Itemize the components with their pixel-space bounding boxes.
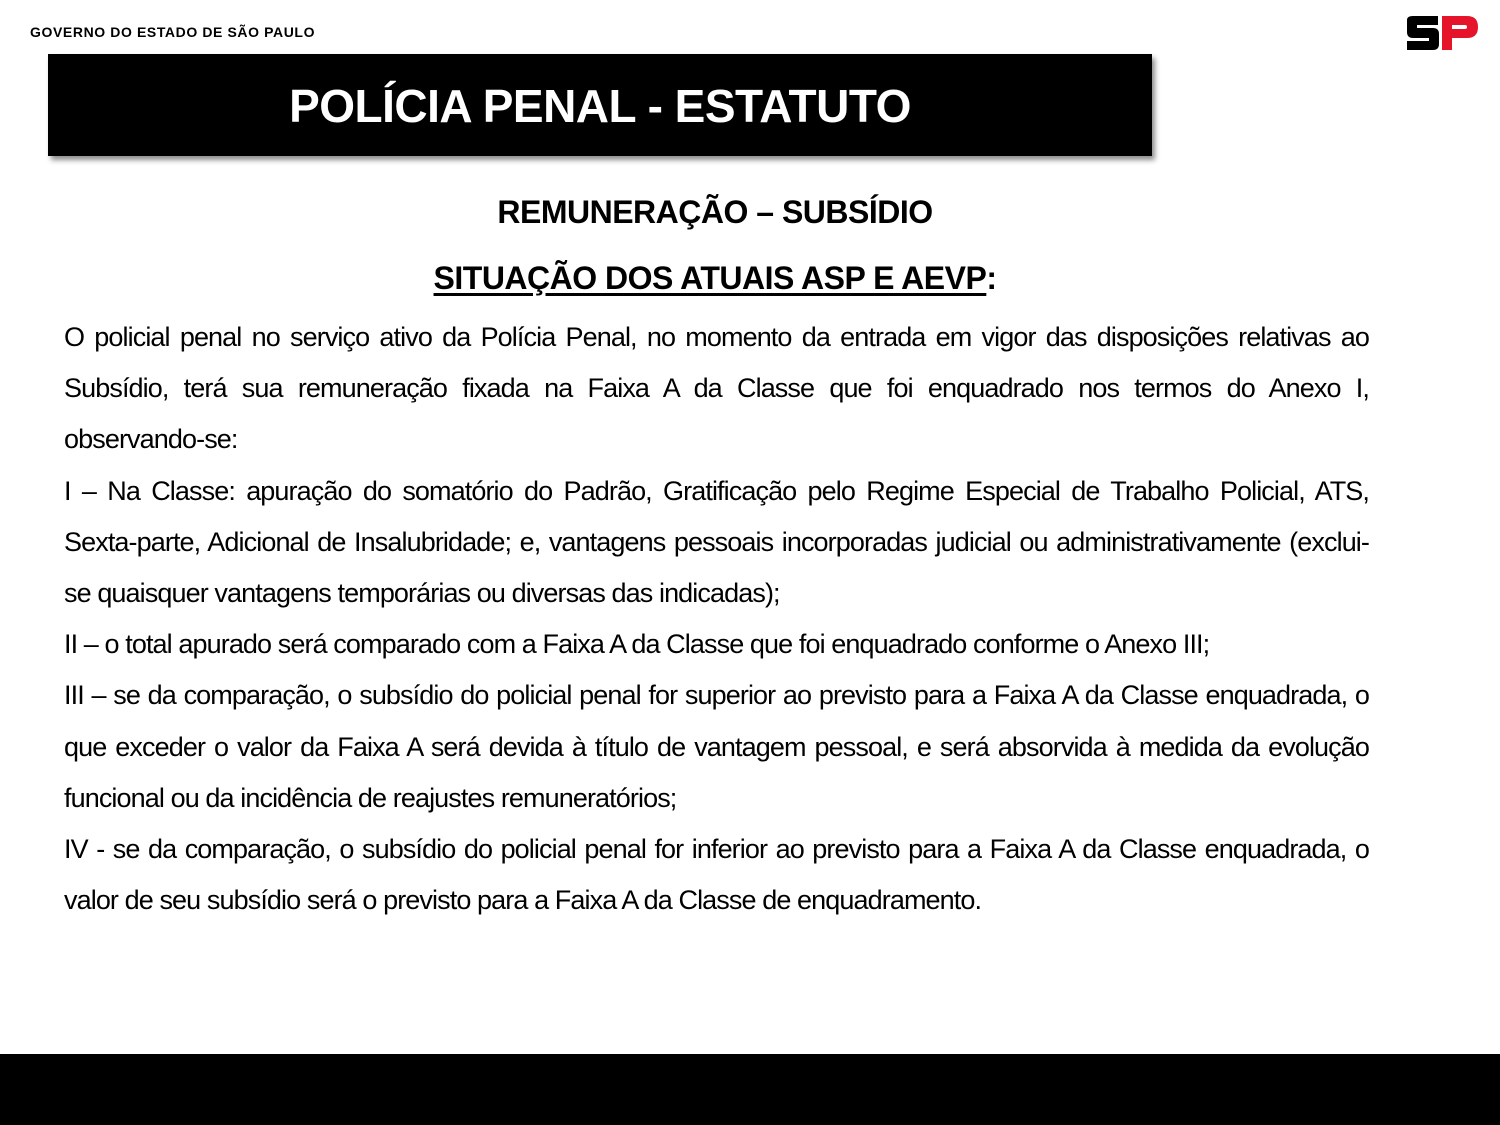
footer-bar bbox=[0, 1054, 1500, 1125]
government-label: GOVERNO DO ESTADO DE SÃO PAULO bbox=[30, 24, 316, 40]
section-heading-colon: : bbox=[986, 260, 997, 296]
sp-logo bbox=[1405, 16, 1479, 50]
paragraph-item-ii: II – o total apurado será comparado com a Faixa A da Classe que foi enquadrado conforme o Anexo III; bbox=[64, 629, 1210, 660]
sp-logo-p-shape bbox=[1442, 16, 1478, 50]
section-heading-text: SITUAÇÃO DOS ATUAIS ASP E AEVP bbox=[433, 260, 987, 296]
section-heading bbox=[0, 260, 1430, 297]
sp-logo-s-shape bbox=[1407, 16, 1439, 50]
paragraph-item-iii: III – se da comparação, o subsídio do policial penal for superior ao previsto para a Faixa A da Classe enquadrada, o que exceder o valor da Faixa A será devida à título de vantagem pessoal, e será absorvida à medida da evolução funcional ou da incidência de reajustes remuneratórios; bbox=[64, 680, 1369, 813]
paragraph-intro: O policial penal no serviço ativo da Polícia Penal, no momento da entrada em vigor das disposições relativas ao Subsídio, terá sua remuneração fixada na Faixa A da Classe que foi enquadrado nos termos do Anexo I, observando-se: bbox=[64, 322, 1369, 455]
paragraph-item-i: I – Na Classe: apuração do somatório do Padrão, Gratificação pelo Regime Especial de Trabalho Policial, ATS, Sexta-parte, Adicional de Insalubridade; e, vantagens pessoais incorporadas judicial ou administrativamente (exclui-se quaisquer vantagens temporárias ou diversas das indicadas); bbox=[64, 475, 1369, 609]
body-text bbox=[64, 312, 1369, 926]
title-banner bbox=[48, 54, 1152, 156]
slide-subtitle: REMUNERAÇÃO – SUBSÍDIO bbox=[497, 194, 933, 230]
paragraph-item-iv: IV - se da comparação, o subsídio do policial penal for inferior ao previsto para a Faixa A da Classe enquadrada, o valor de seu subsídio será o previsto para a Faixa A da Classe de enquadramento. bbox=[64, 834, 1369, 916]
slide-title: POLÍCIA PENAL - ESTATUTO bbox=[289, 80, 911, 132]
